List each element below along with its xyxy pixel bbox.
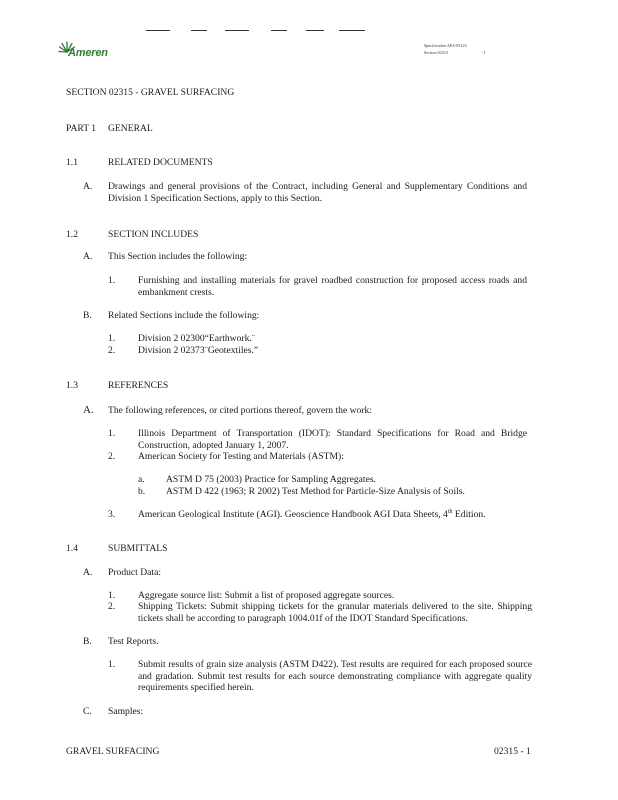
reference-text: American Geological Institute (AGI). Geoscience Handbook AGI Data Sheets, 4 xyxy=(138,509,448,520)
spec-number: Specification AES-03123 xyxy=(424,43,467,48)
list-item-text: Illinois Department of Transportation (IDOT): Standard Specifications for Road and Bridge Construction, adopted January 1, 2007. xyxy=(138,428,527,451)
logo-text: Ameren xyxy=(68,47,108,59)
paragraph-text: Related Sections include the following: xyxy=(108,310,260,321)
paragraph-text: Test Reports. xyxy=(108,636,159,647)
list-item-number: 2. xyxy=(108,601,116,612)
paragraph-text: Product Data: xyxy=(108,567,162,578)
list-item-text: American Society for Testing and Materials (ASTM): xyxy=(138,451,344,462)
section-title: SECTION 02315 - GRAVEL SURFACING xyxy=(66,87,235,98)
part-title: GENERAL xyxy=(108,123,153,134)
paragraph-text: The following references, or cited portions thereof, govern the work: xyxy=(108,405,373,416)
list-item-text: Aggregate source list: Submit a list of proposed aggregate sources. xyxy=(138,590,395,601)
spec-section: Section 02315 xyxy=(424,50,449,55)
article-number: 1.1 xyxy=(66,157,78,168)
reference-text-end: Edition. xyxy=(452,509,486,520)
list-item-number: 3. xyxy=(108,509,116,520)
list-item-text: Furnishing and installing materials for gravel roadbed construction for proposed access roads and embankment crests. xyxy=(138,275,527,298)
list-item-number: 1. xyxy=(108,659,116,670)
paragraph-label: A. xyxy=(83,181,93,192)
ameren-logo xyxy=(58,40,118,62)
paragraph-label: B. xyxy=(83,310,92,321)
article-title: SECTION INCLUDES xyxy=(108,229,199,240)
list-item-text: Division 2 02373¨Geotextiles.” xyxy=(138,345,259,356)
list-item-text: Division 2 02300“Earthwork.¨ xyxy=(138,333,255,344)
list-item-number: 1. xyxy=(108,428,116,439)
list-item-number: 1. xyxy=(108,590,116,601)
list-item-number: 1. xyxy=(108,275,116,286)
spec-page: - 1 xyxy=(481,50,486,55)
list-item-number: 2. xyxy=(108,345,116,356)
list-item-text: Shipping Tickets: Submit shipping tickets for the granular materials delivered to the site. Shipping tickets shall be according to paragraph 1004.01f of the IDOT Standard Specifications. xyxy=(138,601,532,624)
article-number: 1.3 xyxy=(66,380,78,391)
paragraph-text: Drawings and general provisions of the Contract, including General and Supplementary Conditions and Division 1 Specification Sections, apply to this Section. xyxy=(108,181,527,204)
list-item-text xyxy=(138,509,486,521)
footer-page-number: 02315 - 1 xyxy=(494,746,531,757)
paragraph-text: Samples: xyxy=(108,706,144,717)
paragraph-label: A. xyxy=(83,404,94,416)
article-title: SUBMITTALS xyxy=(108,543,168,554)
sublist-item-text: ASTM D 75 (2003) Practice for Sampling Aggregates. xyxy=(166,474,376,485)
ordinal-suffix: th xyxy=(447,508,453,515)
sublist-item-letter: b. xyxy=(138,486,146,497)
paragraph-label: A. xyxy=(83,567,93,578)
list-item-number: 1. xyxy=(108,333,116,344)
paragraph-label: B. xyxy=(83,636,92,647)
sublist-item-letter: a. xyxy=(138,474,145,485)
article-title: RELATED DOCUMENTS xyxy=(108,157,213,168)
paragraph-label: C. xyxy=(83,706,92,717)
article-number: 1.2 xyxy=(66,229,78,240)
paragraph-text: This Section includes the following: xyxy=(108,251,248,262)
article-number: 1.4 xyxy=(66,543,78,554)
list-item-number: 2. xyxy=(108,451,116,462)
article-title: REFERENCES xyxy=(108,380,169,391)
paragraph-label: A. xyxy=(83,251,93,262)
part-number: PART 1 xyxy=(66,123,97,134)
footer-title: GRAVEL SURFACING xyxy=(66,746,160,757)
sublist-item-text: ASTM D 422 (1963; R 2002) Test Method for Particle-Size Analysis of Soils. xyxy=(166,486,465,497)
list-item-text: Submit results of grain size analysis (ASTM D422). Test results are required for each proposed source and gradation. Submit test results for each source demonstrating compliance with aggregate quality requirements specified herein. xyxy=(138,659,532,693)
